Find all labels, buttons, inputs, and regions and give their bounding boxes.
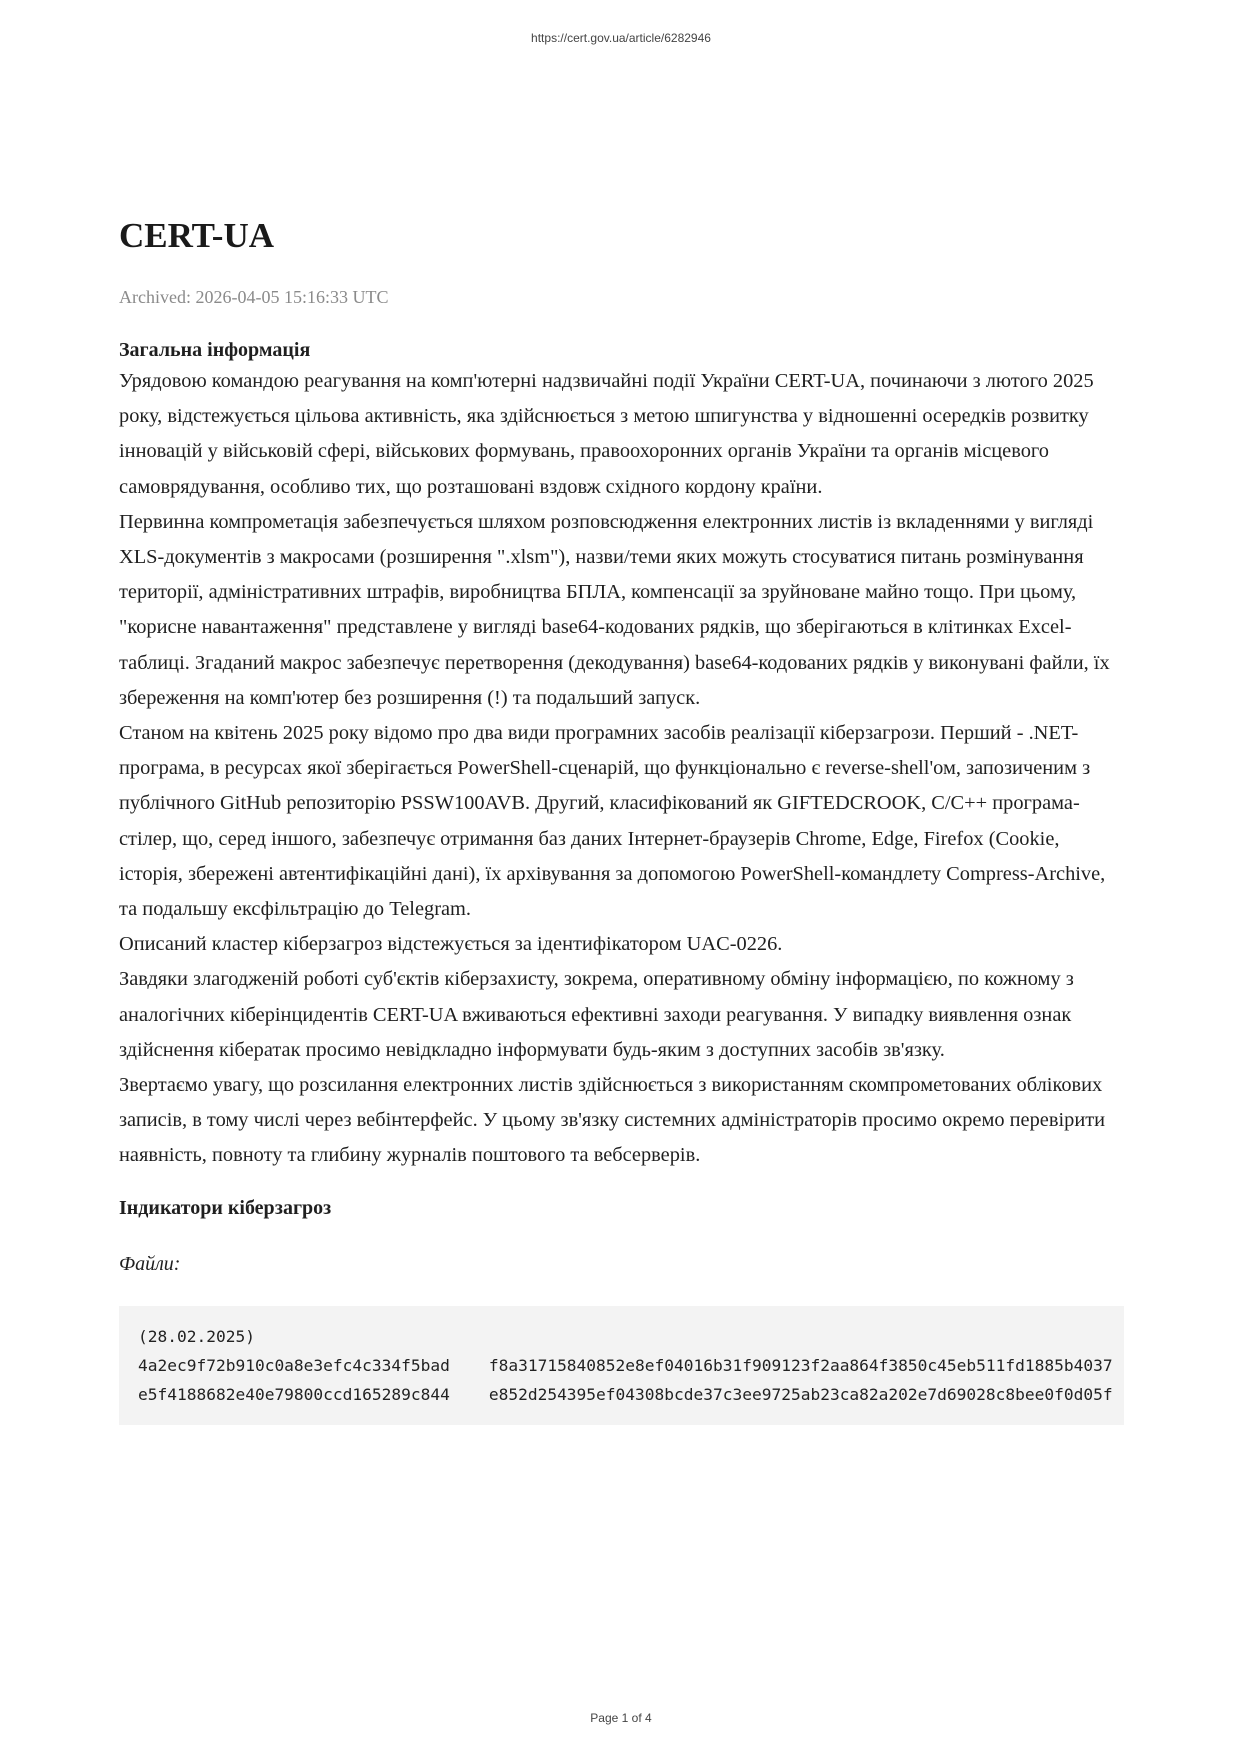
paragraph: Первинна компрометація забезпечується шляхом розповсюдження електронних листів із вкладеннями у вигляді XLS-документів з макросами (розширення ".xlsm"), назви/теми яких можуть стосуватися питань розмінування території, адміністративних штрафів, виробництва БПЛА, компенсації за зруйноване майно тощо. При цьому, "корисне навантаження" представлене у вигляді base64-кодованих рядків, що зберігаються в клітинках Excel-таблиці. Згаданий макрос забезпечує перетворення (декодування) base64-кодованих рядків у виконувані файли, їх збереження на комп'ютер без розширення (!) та подальший запуск. <box>119 510 1110 709</box>
section-heading-indicators: Індикатори кіберзагроз <box>119 1196 332 1219</box>
page-title: CERT-UA <box>119 216 275 255</box>
section-heading-general: Загальна інформація <box>119 339 311 361</box>
files-label: Файли: <box>119 1252 181 1275</box>
code-line: (28.02.2025) <box>138 1326 255 1346</box>
page-url-header: https://cert.gov.ua/article/6282946 <box>531 31 711 45</box>
code-line: e5f4188682e40e79800ccd165289c844 e852d254395ef04308bcde37c3ee9725ab23ca82a202e7d69028c8bee0f0d05f <box>138 1384 1113 1404</box>
code-line: 4a2ec9f72b910c0a8e3efc4c334f5bad f8a31715840852e8ef04016b31f909123f2aa864f3850c45eb511fd1885b4037 <box>138 1355 1113 1375</box>
code-block <box>119 1306 1124 1425</box>
paragraph: Урядовою командою реагування на комп'ютерні надзвичайні події України CERT-UA, починаючи з лютого 2025 року, відстежується цільова активність, яка здійснюється з метою шпигунства у відношенні осередків розвитку інновацій у військовій сфері, військових формувань, правоохоронних органів України та органів місцевого самоврядування, особливо тих, що розташовані вздовж східного кордону країни. <box>119 370 1094 498</box>
article-content <box>119 212 1124 1425</box>
paragraph: Станом на квітень 2025 року відомо про два види програмних засобів реалізації кіберзагрози. Перший - .NET-програма, в ресурсах якої зберігається PowerShell-сценарій, що функціонально є reverse-shell'ом, запозиченим з публічного GitHub репозиторію PSSW100AVB. Другий, класифікований як GIFTEDCROOK, C/C++ програма-стілер, що, серед іншого, забезпечує отримання баз даних Інтернет-браузерів Chrome, Edge, Firefox (Cookie, історія, збережені автентифікаційні дані), їх архівування за допомогою PowerShell-командлету Compress-Archive, та подальшу ексфільтрацію до Telegram. <box>119 722 1106 921</box>
paragraph: Завдяки злагодженій роботі суб'єктів кіберзахисту, зокрема, оперативному обміну інформацією, по кожному з аналогічних кіберінцидентів CERT-UA вживаються ефективні заходи реагування. У випадку виявлення ознак здійснення кібератак просимо невідкладно інформувати будь-яким з доступних засобів зв'язку. <box>119 968 1074 1061</box>
paragraph: Описаний кластер кіберзагроз відстежується за ідентифікатором UAC-0226. <box>119 933 783 956</box>
paragraph: Звертаємо увагу, що розсилання електронних листів здійснюється з використанням скомпрометованих облікових записів, в тому числі через вебінтерфейс. У цьому зв'язку системних адміністраторів просимо окремо перевірити наявність, повноту та глибину журналів поштового та вебсерверів. <box>119 1074 1106 1167</box>
archived-timestamp: Archived: 2026-04-05 15:16:33 UTC <box>119 287 389 307</box>
page-number-footer: Page 1 of 4 <box>590 1711 652 1725</box>
